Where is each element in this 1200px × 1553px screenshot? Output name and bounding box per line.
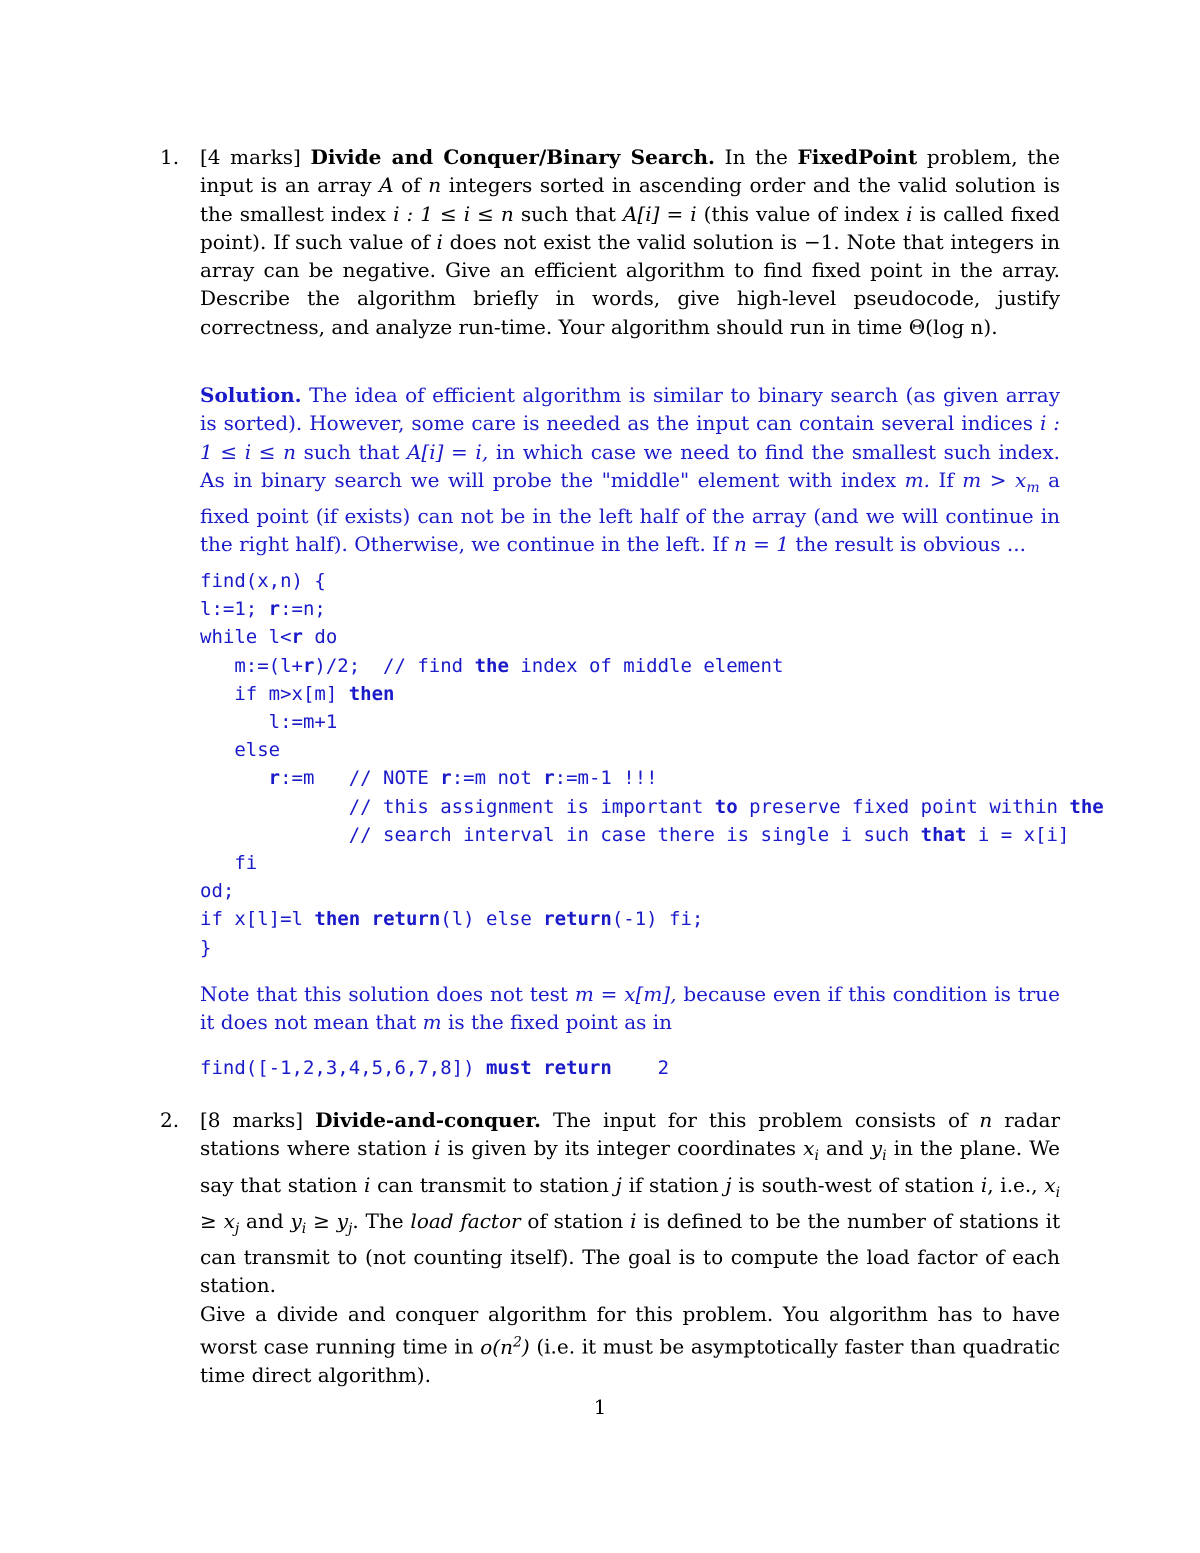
- code-line: else: [200, 739, 281, 762]
- code-line: l:=1; r:=n;: [200, 598, 326, 621]
- note-paragraph: Note that this solution does not test m = x[m], because even if this condition is true it does not mean that m is the fixed point as in: [200, 982, 1061, 1035]
- code-line: }: [200, 936, 212, 959]
- code-line: // search interval in case there is single i such that i = x[i]: [200, 823, 1070, 846]
- problem-1-title: Divide and Conquer/Binary Search.: [310, 145, 716, 169]
- problem-2-text: [8 marks] Divide-and-conquer. The input for this problem consists of n radar stations where station i is given by its integer coordinates $x_i$ and $y_i$ in the plane. We say that station i can transmit to station j if station j is south-west of station i, i.e., $x_i \ge x_j$ and $y_i \ge y_j$. The load factor of station i is defined to be the number of stations it can transmit to (not counting itself). The goal is to compute the load factor of each station. Give a divide and conquer algorithm for this problem. You algorithm has to have worst case running time in $o(n^2)$ (i.e. it must be asymptotically faster than quadratic time direct algorithm).: [200, 1108, 1061, 1388]
- page-number: 1: [593, 1395, 607, 1419]
- example-call: find([-1,2,3,4,5,6,7,8]) must return 2: [200, 1057, 670, 1079]
- solution-paragraph: Solution. The idea of efficient algorithm is similar to binary search (as given array is sorted). However, some care is needed as the input can contain several indices i : 1 ≤ i ≤ n such that A[i] = i, in which case we need to find the smallest such index. As in binary search we will probe the "middle" element with index m. If $m > x_m$ a fixed point (if exists) can not be in the left half of the array (and we will continue in the right half). Otherwise, we continue in the left. If n = 1 the result is obvious ...: [200, 383, 1061, 557]
- code-line: fi: [200, 852, 258, 875]
- code-line: if m>x[m] then: [200, 682, 395, 705]
- pseudocode-block: [200, 567, 1160, 962]
- problem-1-text: [4 marks] Divide and Conquer/Binary Search. In the FixedPoint problem, the input is an array A of n integers sorted in ascending order and the valid solution is the smallest index i : 1 ≤ i ≤ n such that A[i] = i (this value of index i is called fixed point). If such value of i does not exist the valid solution is −1. Note that integers in array can be negative. Give an efficient algorithm to find fixed point in the array. Describe the algorithm briefly in words, give high-level pseudocode, justify correctness, and analyze run-time. Your algorithm should run in time Θ(log n).: [200, 145, 1061, 339]
- code-line: r:=m // NOTE r:=m not r:=m-1 !!!: [268, 767, 658, 790]
- problem-1-number: 1.: [160, 145, 180, 169]
- code-line: if x[l]=l then return(l) else return(-1) fi;: [200, 908, 704, 931]
- code-line: while l<r do: [200, 626, 338, 649]
- solution-label: Solution.: [200, 383, 302, 407]
- code-line: m:=(l+r)/2; // find the index of middle element: [200, 654, 784, 677]
- code-line: find(x,n) {: [200, 570, 326, 592]
- code-line: od;: [200, 880, 235, 903]
- code-line: // this assignment is important to preserve fixed point within the: [200, 795, 1104, 818]
- problem-2-number: 2.: [160, 1108, 180, 1132]
- code-line: l:=m+1: [200, 711, 338, 734]
- problem-2-title: Divide-and-conquer.: [315, 1108, 541, 1132]
